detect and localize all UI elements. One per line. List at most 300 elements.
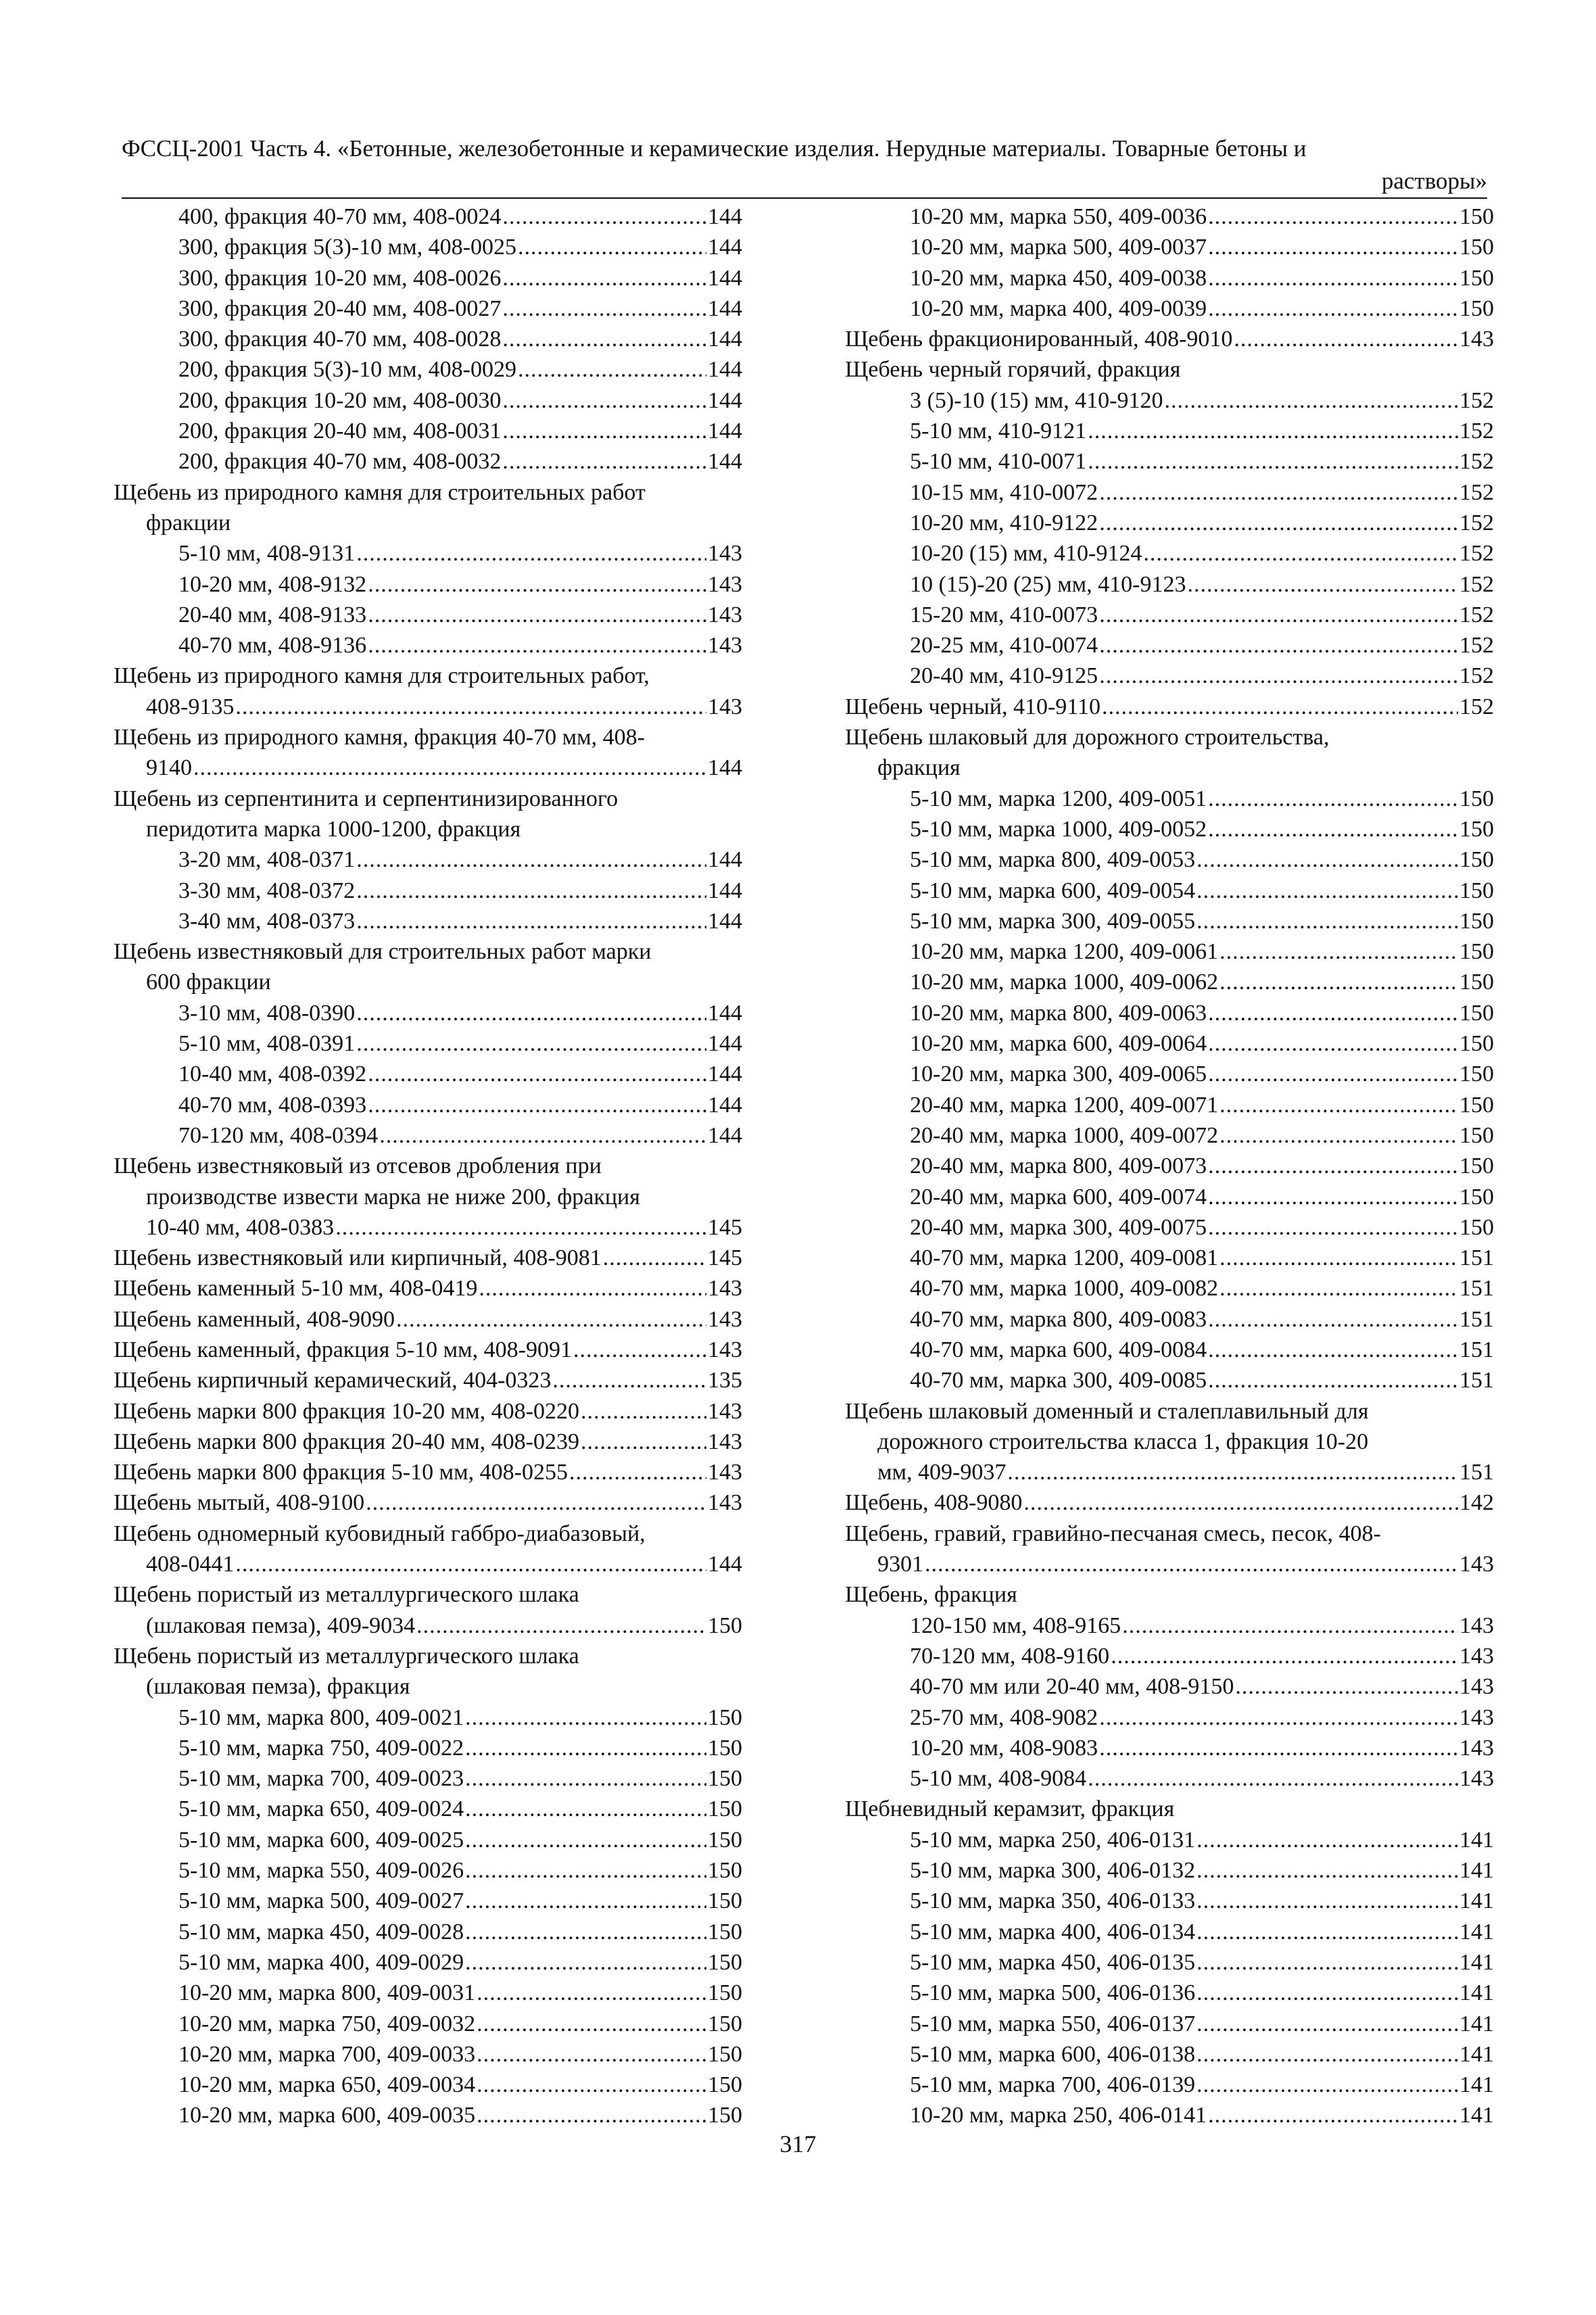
index-entry-page: 152: [1459, 571, 1494, 597]
dot-leader: [416, 1610, 706, 1641]
index-entry-text: 200, фракция 10-20 мм, 408-0030: [178, 387, 502, 413]
index-entry: [845, 1549, 1494, 1579]
index-entry-text: 5-10 мм, марка 700, 406-0139: [910, 2072, 1196, 2098]
index-entry-text: 40-70 мм, марка 300, 409-0085: [910, 1368, 1207, 1393]
index-entry-text: 5-10 мм, марка 550, 406-0137: [910, 2011, 1196, 2036]
index-entry-text: 300, фракция 10-20 мм, 408-0026: [178, 265, 502, 291]
index-entry-text: Щебень шлаковый для дорожного строительства,: [845, 725, 1330, 750]
index-entry-text: Щебень фракционированный, 408-9010: [845, 327, 1233, 352]
dot-leader: [1219, 1273, 1458, 1304]
index-entry-text: Щебень, фракция: [845, 1582, 1017, 1608]
index-entry-page: 151: [1459, 1368, 1494, 1393]
index-entry: [114, 1610, 742, 1641]
index-entry-page: 141: [1459, 1919, 1494, 1944]
index-entry: [845, 2070, 1494, 2100]
index-entry-text: 10-20 мм, марка 400, 409-0039: [910, 295, 1207, 321]
index-entry-text: 5-10 мм, марка 400, 409-0029: [178, 1949, 464, 1975]
index-entry: [114, 1733, 742, 1763]
dot-leader: [479, 1273, 706, 1304]
index-entry: [114, 1549, 742, 1579]
dot-leader: [465, 1733, 706, 1763]
index-entry: [114, 1671, 742, 1702]
index-entry-page: 144: [708, 1031, 742, 1057]
index-entry-text: 5-10 мм, марка 500, 406-0136: [910, 1980, 1196, 2006]
index-entry: [114, 1396, 742, 1427]
dot-leader: [477, 2100, 706, 2130]
index-entry-page: 143: [708, 633, 742, 659]
index-entry: [845, 692, 1494, 722]
index-entry: [114, 2070, 742, 2100]
index-entry: [845, 814, 1494, 844]
index-entry-text: 10-20 мм, 408-9083: [910, 1735, 1098, 1761]
index-entry-page: 144: [708, 1000, 742, 1026]
index-entry-text: 3-40 мм, 408-0373: [178, 908, 356, 934]
dot-leader: [1196, 1917, 1458, 1947]
index-entry-text: Щебень каменный, фракция 5-10 мм, 408-9091: [114, 1337, 573, 1362]
dot-leader: [518, 232, 706, 262]
dot-leader: [1208, 1212, 1458, 1243]
index-entry-page: 150: [708, 1796, 742, 1822]
index-entry-page: 150: [708, 2011, 742, 2036]
dot-leader: [1196, 1886, 1458, 1916]
index-entry-text: 408-9135: [146, 694, 235, 719]
dot-leader: [335, 1212, 706, 1243]
index-entry-page: 143: [708, 1429, 742, 1454]
index-entry-page: 143: [1459, 1735, 1494, 1761]
index-entry: [114, 1763, 742, 1794]
index-entry: [845, 1090, 1494, 1120]
index-entry: [114, 538, 742, 569]
index-entry: [845, 1855, 1494, 1886]
index-entry: [845, 630, 1494, 661]
index-entry-page: 150: [1459, 816, 1494, 842]
index-entry: [114, 385, 742, 416]
index-entry: [845, 600, 1494, 630]
index-entry-page: 144: [708, 755, 742, 781]
index-entry-page: 150: [708, 1735, 742, 1761]
index-entry-text: 20-40 мм, марка 600, 409-0074: [910, 1184, 1207, 1210]
dot-leader: [1208, 263, 1458, 293]
index-entry: [114, 1825, 742, 1855]
index-entry: [845, 2100, 1494, 2130]
dot-leader: [1234, 324, 1458, 354]
index-entry-page: 141: [1459, 1888, 1494, 1914]
index-entry-page: 144: [708, 265, 742, 291]
index-entry: [114, 753, 742, 783]
index-entry-text: 5-10 мм, марка 1200, 409-0051: [910, 786, 1207, 811]
dot-leader: [477, 2009, 706, 2039]
index-entry-page: 150: [708, 1827, 742, 1853]
index-entry-page: 152: [1459, 541, 1494, 567]
index-entry: [114, 784, 742, 814]
index-entry-text: Щебень мытый, 408-9100: [114, 1490, 365, 1516]
dot-leader: [396, 1304, 706, 1335]
index-entry-text: 300, фракция 20-40 мм, 408-0027: [178, 295, 502, 321]
dot-leader: [368, 569, 706, 600]
page-header: [122, 133, 1487, 197]
dot-leader: [502, 385, 706, 416]
index-entry-text: Щебень из природного камня, фракция 40-70 мм, 408-: [114, 725, 645, 750]
index-entry: [845, 722, 1494, 753]
dot-leader: [379, 1120, 706, 1151]
index-entry-page: 143: [1459, 1766, 1494, 1792]
index-entry-page: 141: [1459, 1858, 1494, 1884]
index-entry: [845, 1487, 1494, 1518]
dot-leader: [1208, 293, 1458, 324]
index-entry-text: 3-30 мм, 408-0372: [178, 878, 356, 903]
index-entry: [114, 1457, 742, 1487]
dot-leader: [1196, 1825, 1458, 1855]
index-entry: [114, 844, 742, 875]
index-entry-text: 40-70 мм, марка 1200, 409-0081: [910, 1245, 1219, 1271]
dot-leader: [1196, 876, 1458, 906]
index-entry: [845, 1457, 1494, 1487]
index-entry: [845, 416, 1494, 446]
index-entry-text: Щебень, 408-9080: [845, 1490, 1023, 1516]
index-entry-text: Щебень марки 800 фракция 5-10 мм, 408-0255: [114, 1460, 568, 1485]
dot-leader: [1099, 1733, 1458, 1763]
index-entry-text: 5-10 мм, марка 600, 409-0025: [178, 1827, 464, 1853]
page-number: 317: [779, 2130, 817, 2157]
index-entry-text: 200, фракция 40-70 мм, 408-0032: [178, 449, 502, 475]
index-entry-page: 141: [1459, 2041, 1494, 2067]
index-entry-text: 10-20 мм, 408-9132: [178, 571, 367, 597]
index-entry-page: 150: [1459, 878, 1494, 903]
index-entry: [114, 1855, 742, 1886]
index-entry-text: 15-20 мм, 410-0073: [910, 602, 1098, 627]
index-entry-text: 25-70 мм, 408-9082: [910, 1704, 1098, 1730]
index-entry: [845, 1519, 1494, 1549]
index-entry-page: 141: [1459, 2103, 1494, 2128]
index-column-right: [845, 201, 1494, 2131]
index-entry: [845, 385, 1494, 416]
dot-leader: [1196, 906, 1458, 936]
index-entry-page: 143: [708, 1460, 742, 1485]
index-entry-text: 10-20 мм, марка 600, 409-0064: [910, 1031, 1207, 1057]
index-entry-page: 135: [708, 1368, 742, 1393]
dot-leader: [1208, 814, 1458, 844]
index-entry-page: 150: [1459, 1092, 1494, 1118]
index-entry-text: 10-20 мм, марка 600, 409-0035: [178, 2103, 476, 2128]
index-entry-text: 10-20 мм, марка 650, 409-0034: [178, 2072, 476, 2098]
index-entry-page: 143: [1459, 1704, 1494, 1730]
index-entry: [845, 2039, 1494, 2070]
dot-leader: [573, 1335, 706, 1365]
index-entry: [845, 661, 1494, 691]
index-entry-page: 143: [708, 541, 742, 567]
dot-leader: [465, 1794, 706, 1824]
index-entry: [114, 354, 742, 385]
dot-leader: [502, 324, 706, 354]
index-entry-page: 144: [708, 295, 742, 321]
index-entry: [114, 293, 742, 324]
index-entry-page: 145: [708, 1214, 742, 1240]
dot-leader: [581, 1396, 706, 1427]
index-entry: [845, 263, 1494, 293]
dot-leader: [1111, 1641, 1458, 1671]
index-entry-text: 200, фракция 5(3)-10 мм, 408-0029: [178, 357, 516, 383]
index-entry-page: 144: [708, 235, 742, 260]
dot-leader: [1208, 1304, 1458, 1335]
index-entry: [114, 1917, 742, 1947]
index-entry: [845, 1641, 1494, 1671]
index-entry: [845, 1028, 1494, 1059]
index-entry: [114, 1702, 742, 1733]
index-entry: [845, 1733, 1494, 1763]
index-entry-page: 150: [708, 1704, 742, 1730]
dot-leader: [603, 1243, 706, 1273]
index-entry-text: 10-40 мм, 408-0392: [178, 1061, 367, 1087]
index-entry-page: 151: [1459, 1276, 1494, 1302]
index-entry-text: 20-40 мм, марка 1000, 409-0072: [910, 1122, 1219, 1148]
dot-leader: [1208, 1059, 1458, 1089]
dot-leader: [1196, 2070, 1458, 2100]
index-entry-page: 150: [1459, 295, 1494, 321]
index-entry: [845, 1182, 1494, 1212]
index-entry-page: 152: [1459, 449, 1494, 475]
index-entry-text: мм, 409-9037: [877, 1460, 1007, 1485]
index-entry: [845, 1610, 1494, 1641]
index-entry-text: 10-20 мм, марка 750, 409-0032: [178, 2011, 476, 2036]
index-entry-page: 144: [708, 1061, 742, 1087]
index-entry: [114, 906, 742, 936]
dot-leader: [477, 2039, 706, 2070]
index-entry: [845, 1212, 1494, 1243]
index-entry-text: 5-10 мм, марка 300, 409-0055: [910, 908, 1196, 934]
dot-leader: [1208, 784, 1458, 814]
dot-leader: [1208, 2100, 1458, 2130]
dot-leader: [356, 1028, 706, 1059]
index-entry-page: 144: [708, 1122, 742, 1148]
index-entry-page: 144: [708, 1092, 742, 1118]
index-entry-page: 141: [1459, 1827, 1494, 1853]
index-entry: [114, 2039, 742, 2070]
index-entry-page: 150: [708, 1980, 742, 2006]
dot-leader: [1099, 630, 1458, 661]
index-entry-page: 150: [1459, 235, 1494, 260]
index-entry-page: 144: [708, 357, 742, 383]
index-entry-text: 10-20 мм, марка 800, 409-0063: [910, 1000, 1207, 1026]
index-entry-page: 150: [1459, 265, 1494, 291]
index-entry-text: 10-20 мм, марка 500, 409-0037: [910, 235, 1207, 260]
index-entry: [845, 876, 1494, 906]
index-entry-text: 5-10 мм, марка 250, 406-0131: [910, 1827, 1196, 1853]
index-entry-text: Щебень одномерный кубовидный габбро-диабазовый,: [114, 1521, 646, 1546]
index-entry-text: 10-20 мм, марка 550, 409-0036: [910, 204, 1207, 229]
index-entry-page: 150: [1459, 970, 1494, 995]
index-entry-text: 300, фракция 40-70 мм, 408-0028: [178, 327, 502, 352]
index-entry-text: Щебень шлаковый доменный и сталеплавильный для: [845, 1398, 1369, 1424]
dot-leader: [502, 293, 706, 324]
index-entry-text: 5-10 мм, марка 550, 409-0026: [178, 1858, 464, 1884]
index-entry-page: 150: [1459, 1031, 1494, 1057]
index-entry: [114, 1182, 742, 1212]
dot-leader: [502, 263, 706, 293]
index-entry-text: Щебень известняковый для строительных работ марки: [114, 939, 652, 965]
index-entry-text: 5-10 мм, марка 650, 409-0024: [178, 1796, 464, 1822]
index-entry-page: 144: [708, 419, 742, 444]
index-entry-text: 600 фракции: [146, 970, 271, 995]
index-entry: [845, 1671, 1494, 1702]
index-entry-page: 152: [1459, 602, 1494, 627]
index-entry-text: 9301: [877, 1552, 923, 1577]
dot-leader: [368, 630, 706, 661]
dot-leader: [356, 876, 706, 906]
index-entry-text: 10-20 мм, марка 1200, 409-0061: [910, 939, 1219, 965]
index-entry: [114, 630, 742, 661]
index-entry-page: 145: [708, 1245, 742, 1271]
dot-leader: [465, 1763, 706, 1794]
dot-leader: [193, 753, 706, 783]
index-entry-text: 120-150 мм, 408-9165: [910, 1613, 1121, 1638]
index-entry: [845, 324, 1494, 354]
index-entry-page: 152: [1459, 419, 1494, 444]
dot-leader: [925, 1549, 1458, 1579]
index-entry-page: 144: [708, 847, 742, 873]
dot-leader: [465, 1886, 706, 1916]
index-entry: [114, 1090, 742, 1120]
index-entry-text: производстве извести марка не ниже 200, фракция: [146, 1184, 640, 1210]
index-entry: [845, 1243, 1494, 1273]
index-entry-text: 5-10 мм, марка 600, 406-0138: [910, 2041, 1196, 2067]
dot-leader: [1219, 967, 1458, 997]
dot-leader: [502, 416, 706, 446]
index-entry: [114, 967, 742, 997]
index-entry-text: 5-10 мм, марка 500, 409-0027: [178, 1888, 464, 1914]
index-entry: [845, 784, 1494, 814]
index-entry-page: 152: [1459, 479, 1494, 505]
index-entry-text: 3-10 мм, 408-0390: [178, 1000, 356, 1026]
index-entry-page: 150: [1459, 1153, 1494, 1179]
index-entry: [845, 1304, 1494, 1335]
dot-leader: [552, 1365, 706, 1395]
dot-leader: [1099, 477, 1458, 508]
dot-leader: [1219, 1090, 1458, 1120]
dot-leader: [477, 2070, 706, 2100]
index-entry-text: 5-10 мм, марка 450, 406-0135: [910, 1949, 1196, 1975]
index-entry: [845, 1273, 1494, 1304]
index-entry-page: 143: [708, 1306, 742, 1332]
index-entry-page: 150: [708, 1919, 742, 1944]
dot-leader: [1088, 416, 1458, 446]
index-entry: [114, 1427, 742, 1457]
index-entry-text: 40-70 мм, 408-9136: [178, 633, 367, 659]
dot-leader: [581, 1427, 706, 1457]
index-entry: [114, 1794, 742, 1824]
index-entry-page: 144: [708, 449, 742, 475]
index-entry-text: Щебень известняковый из отсевов дробления при: [114, 1153, 602, 1179]
index-entry-text: 40-70 мм, марка 1000, 409-0082: [910, 1276, 1219, 1302]
index-entry-text: 20-40 мм, 410-9125: [910, 663, 1098, 689]
index-entry-text: 20-40 мм, марка 1200, 409-0071: [910, 1092, 1219, 1118]
index-entry: [114, 1273, 742, 1304]
dot-leader: [1099, 661, 1458, 691]
dot-leader: [1196, 844, 1458, 875]
index-entry: [114, 446, 742, 477]
index-entry: [114, 1579, 742, 1610]
index-entry-page: 143: [708, 1276, 742, 1302]
index-entry: [845, 967, 1494, 997]
dot-leader: [465, 1947, 706, 1978]
index-entry: [845, 569, 1494, 600]
dot-leader: [465, 1702, 706, 1733]
index-entry: [114, 722, 742, 753]
index-entry: [845, 1825, 1494, 1855]
index-entry-text: 5-10 мм, марка 700, 409-0023: [178, 1766, 464, 1792]
header-title-line-2: растворы»: [1381, 168, 1487, 194]
index-entry-text: 5-10 мм, марка 350, 406-0133: [910, 1888, 1196, 1914]
index-entry: [114, 1243, 742, 1273]
header-rule: [122, 197, 1487, 199]
index-entry-text: 40-70 мм, марка 800, 409-0083: [910, 1306, 1207, 1332]
dot-leader: [1187, 569, 1458, 600]
index-entry: [114, 936, 742, 967]
dot-leader: [465, 1855, 706, 1886]
index-entry: [845, 998, 1494, 1028]
index-entry-text: 10-20 мм, марка 250, 406-0141: [910, 2103, 1207, 2128]
index-entry-text: 5-10 мм, марка 800, 409-0021: [178, 1704, 464, 1730]
index-entry-text: 5-10 мм, марка 1000, 409-0052: [910, 816, 1207, 842]
dot-leader: [1208, 1182, 1458, 1212]
index-entry: [114, 416, 742, 446]
index-entry-page: 143: [708, 1490, 742, 1516]
index-entry-text: 10-20 мм, марка 700, 409-0033: [178, 2041, 476, 2067]
index-entry: [845, 232, 1494, 262]
index-entry: [845, 354, 1494, 385]
index-entry-page: 150: [1459, 1214, 1494, 1240]
index-entry: [845, 1059, 1494, 1089]
dot-leader: [1099, 1702, 1458, 1733]
index-entry-page: 152: [1459, 510, 1494, 535]
index-entry: [114, 1059, 742, 1089]
index-entry-page: 150: [1459, 204, 1494, 229]
dot-leader: [356, 998, 706, 1028]
index-entry: [114, 1304, 742, 1335]
dot-leader: [235, 1549, 706, 1579]
index-entry: [114, 1365, 742, 1395]
dot-leader: [356, 844, 706, 875]
dot-leader: [1196, 2039, 1458, 2070]
index-entry-text: Щебень известняковый или кирпичный, 408-9081: [114, 1245, 602, 1271]
dot-leader: [1208, 232, 1458, 262]
index-entry-page: 141: [1459, 1980, 1494, 2006]
index-entry-text: 10 (15)-20 (25) мм, 410-9123: [910, 571, 1186, 597]
index-entry-text: 5-10 мм, марка 800, 409-0053: [910, 847, 1196, 873]
index-entry-page: 151: [1459, 1337, 1494, 1362]
index-entry-text: фракция: [877, 755, 961, 781]
index-entry: [845, 2009, 1494, 2039]
index-entry-page: 143: [1459, 327, 1494, 352]
index-entry-text: 10-40 мм, 408-0383: [146, 1214, 335, 1240]
index-entry: [845, 936, 1494, 967]
dot-leader: [366, 1487, 706, 1518]
index-entry-text: Щебень каменный, 408-9090: [114, 1306, 395, 1332]
index-entry-page: 150: [708, 1888, 742, 1914]
index-entry-text: (шлаковая пемза), фракция: [146, 1674, 410, 1700]
dot-leader: [1099, 600, 1458, 630]
index-entry-text: 10-20 мм, 410-9122: [910, 510, 1098, 535]
index-entry: [845, 906, 1494, 936]
index-entry-text: Щебень, гравий, гравийно-песчаная смесь, песок, 408-: [845, 1521, 1381, 1546]
index-entry: [114, 2009, 742, 2039]
dot-leader: [1023, 1487, 1458, 1518]
index-entry-text: Щебень пористый из металлургического шлака: [114, 1643, 579, 1669]
index-entry: [845, 1978, 1494, 2008]
index-entry-page: 143: [1459, 1613, 1494, 1638]
index-entry-text: 5-10 мм, 408-0391: [178, 1031, 356, 1057]
index-entry: [114, 1886, 742, 1916]
index-entry-text: 10-20 мм, марка 800, 409-0031: [178, 1980, 476, 2006]
